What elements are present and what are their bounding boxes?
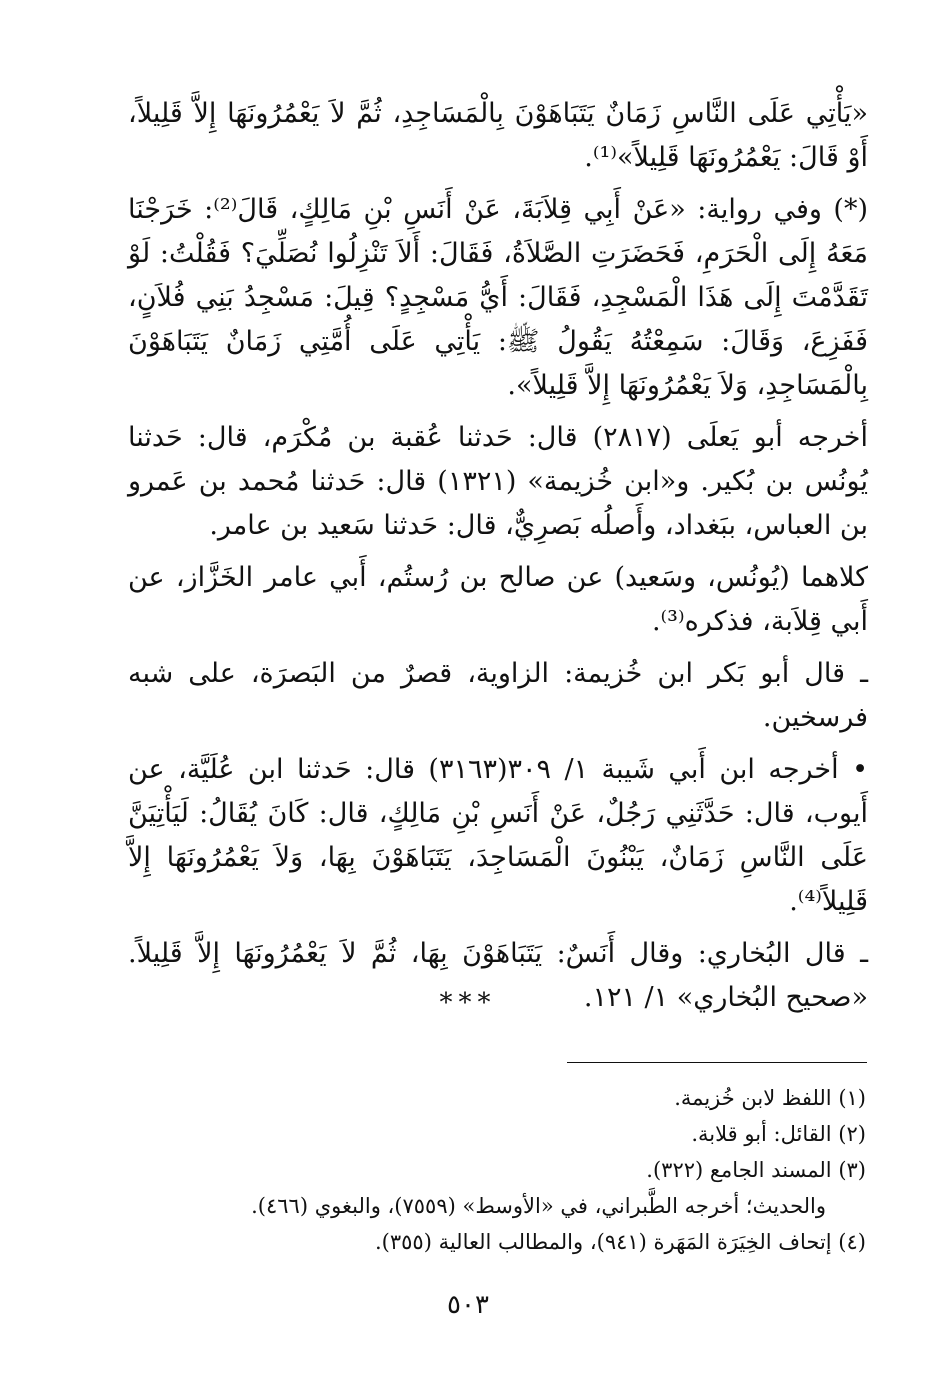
main-text: [128, 92, 868, 1028]
footnote-1: (١) اللفظ لابن خُزيمة.: [674, 1086, 866, 1110]
page-number: ٥٠٣: [447, 1290, 489, 1320]
takhrij-ibn-abi-shayba: • أخرجه ابن أَبي شَيبة ١/ ٣٠٩(٣١٦٣) قال: حَدثنا ابن عُلَيَّة، عن أَيوب، قال: حَدَّثَنِي رَجُلٌ، عَنْ أَنَسِ بْنِ مَالِكٍ، قال: كَانَ يُقَالُ: لَيَأْتِيَنَّ عَلَى النَّاسِ زَمَانٌ، يَبْنُونَ الْمَسَاجِدَ، يَتَبَاهَوْنَ بِهَا، وَلاَ يَعْمُرُونَهَا إِلاَّ قَلِيلاً⁽⁴⁾.: [128, 754, 868, 917]
note-ibn-khuzayma: ـ قال أبو بَكر ابن خُزيمة: الزاوية، قصرٌ من البَصرَة، على شبه فرسخين.: [128, 658, 868, 733]
takhrij-abu-yala: أخرجه أبو يَعلَى (٢٨١٧) قال: حَدثنا عُقبة بن مُكْرَم، قال: حَدثنا يُونُس بن بُكير. و«ابن خُزيمة» (١٣٢١) قال: حَدثنا مُحمد بن عَمرو بن العباس، ببَغداد، وأَصلُه بَصرِيٌّ، قال: حَدثنا سَعيد بن عامر.: [128, 422, 868, 541]
footnotes: [128, 1080, 866, 1260]
footnote-2: (٢) القائل: أبو قلابة.: [691, 1122, 866, 1146]
footnote-3-continued: والحديث؛ أخرجه الطَّبراني، في «الأوسط» (٧٥٥٩)، والبغوي (٤٦٦).: [251, 1194, 826, 1218]
note-bukhari: ـ قال البُخاري: وقال أَنَسٌ: يَتَبَاهَوْنَ بِهَا، ثُمَّ لاَ يَعْمُرُونَهَا إِلاَّ قَلِيلاً. «صحيح البُخاري» ١/ ١٢١.: [128, 938, 868, 1013]
takhrij-kilahuma: كلاهما (يُونُس، وسَعيد) عن صالح بن رُستُم، أَبي عامر الخَزَّاز، عن أَبي قِلاَبة، فذكره⁽³⁾.: [128, 562, 868, 637]
riwaya-paragraph: (*) وفي رواية: «عَنْ أَبِي قِلاَبَةَ، عَنْ أَنَسِ بْنِ مَالِكٍ، قَالَ⁽²⁾: خَرَجْنَا مَعَهُ إِلَى الْحَرَمِ، فَحَضَرَتِ الصَّلاَةُ، فَقَالَ: أَلاَ تَنْزِلُوا نُصَلِّيَ؟ فَقُلْتُ: لَوْ تَقَدَّمْتَ إِلَى هَذَا الْمَسْجِدِ، فَقَالَ: أَيُّ مَسْجِدٍ؟ قِيلَ: مَسْجِدُ بَنِي فُلاَنٍ، فَفَزِعَ، وَقَالَ: سَمِعْتُهُ يَقُولُ ﷺ: يَأْتِي عَلَى أُمَّتِي زَمَانٌ يَتَبَاهَوْنَ بِالْمَسَاجِدِ، وَلاَ يَعْمُرُونَهَا إِلاَّ قَلِيلاً».: [128, 194, 868, 401]
hadith-text-continued: «يَأْتِي عَلَى النَّاسِ زَمَانٌ يَتَبَاهَوْنَ بِالْمَسَاجِدِ، ثُمَّ لاَ يَعْمُرُونَهَا إِلاَّ قَلِيلاً، أَوْ قَالَ: يَعْمُرُونَهَا قَلِيلاً»⁽¹⁾.: [128, 98, 868, 173]
footnote-divider: [567, 1062, 867, 1063]
footnote-3: (٣) المسند الجامع (٣٢٢).: [646, 1158, 866, 1182]
footnote-4: (٤) إتحاف الخِيَرَة المَهَرة (٩٤١)، والمطالب العالية (٣٥٥).: [374, 1230, 866, 1254]
section-separator: ***: [439, 988, 497, 1018]
